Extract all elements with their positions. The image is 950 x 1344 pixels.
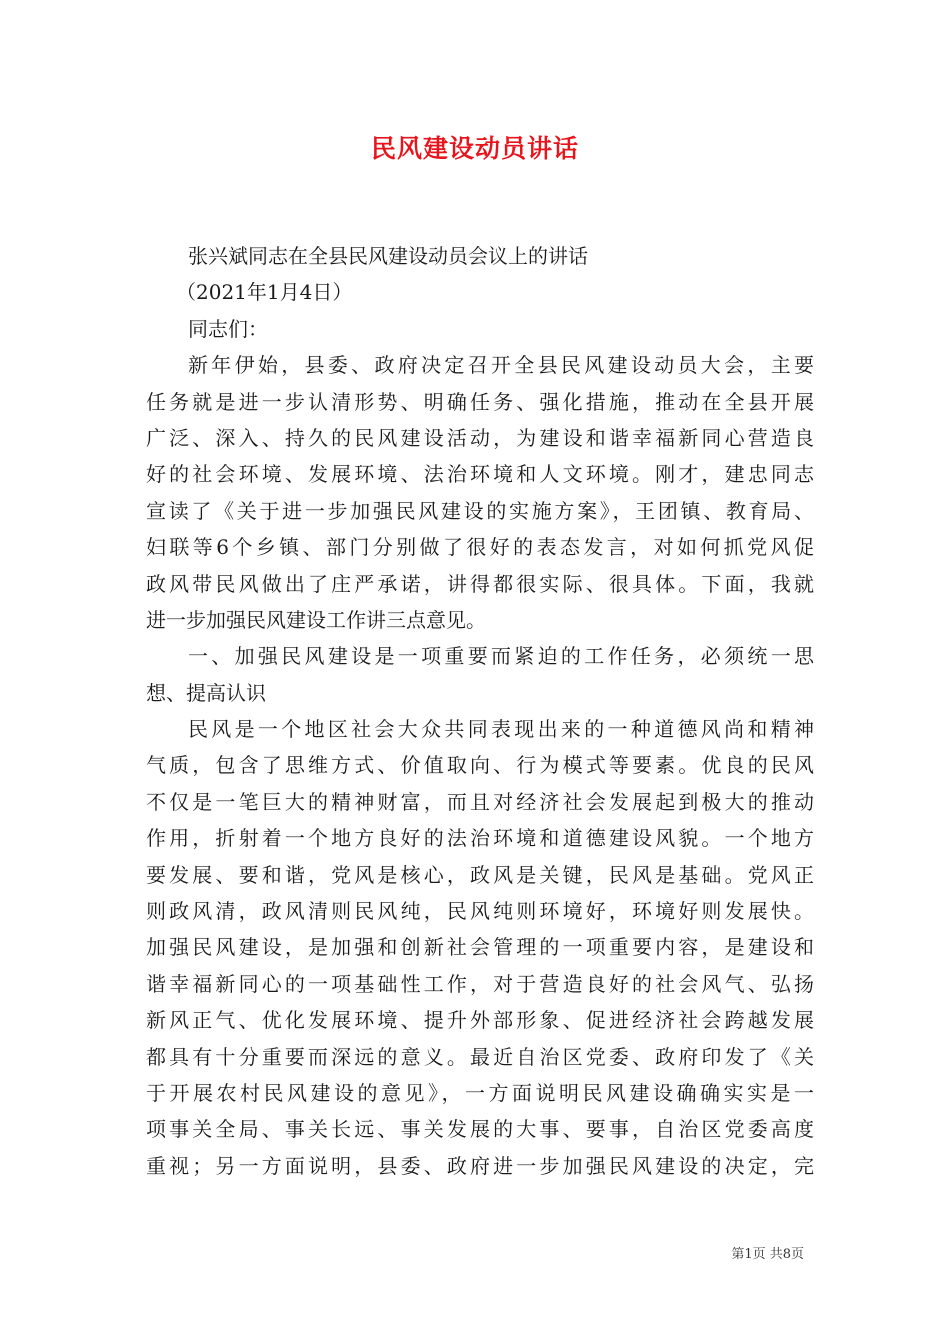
page-number: 第1页 共8页	[731, 1247, 804, 1262]
paragraph-line: 谐幸福新同心的一项基础性工作，对于营造良好的社会风气、弘扬	[146, 971, 814, 996]
paragraph-line: 政风带民风做出了庄严承诺，讲得都很实际、很具体。下面，我就	[146, 571, 814, 596]
paragraph-line: 重视；另一方面说明，县委、政府进一步加强民风建设的决定，完	[146, 1153, 814, 1178]
paragraph-line: 广泛、深入、持久的民风建设活动，为建设和谐幸福新同心营造良	[146, 425, 814, 450]
paragraph-line: 妇联等6个乡镇、部门分别做了很好的表态发言，对如何抓党风促	[146, 535, 814, 560]
paragraph-line: 则政风清，政风清则民风纯，民风纯则环境好，环境好则发展快。	[146, 899, 814, 924]
paragraph-line: 项事关全局、事关长远、事关发展的大事、要事，自治区党委高度	[146, 1117, 814, 1142]
section-heading-line: 一、加强民风建设是一项重要而紧迫的工作任务，必须统一思	[188, 644, 814, 669]
salutation: 同志们：	[188, 316, 268, 341]
speech-subtitle: 张兴斌同志在全县民风建设动员会议上的讲话	[188, 244, 588, 268]
paragraph-line: 民风是一个地区社会大众共同表现出来的一种道德风尚和精神	[188, 717, 814, 742]
paragraph-line: 都具有十分重要而深远的意义。最近自治区党委、政府印发了《关	[146, 1044, 814, 1069]
paragraph-line: 宣读了《关于进一步加强民风建设的实施方案》，王团镇、教育局、	[146, 498, 814, 523]
paragraph-line: 新年伊始，县委、政府决定召开全县民风建设动员大会，主要	[188, 353, 814, 378]
paragraph-line: 作用，折射着一个地方良好的法治环境和道德建设风貌。一个地方	[146, 826, 814, 851]
paragraph-line: 加强民风建设，是加强和创新社会管理的一项重要内容，是建设和	[146, 935, 814, 960]
document-body	[146, 238, 814, 1184]
page-title: 民风建设动员讲话	[370, 134, 579, 163]
paragraph-line: 好的社会环境、发展环境、法治环境和人文环境。刚才，建忠同志	[146, 462, 814, 487]
section-heading-line: 想、提高认识	[146, 680, 266, 705]
paragraph-line: 任务就是进一步认清形势、明确任务、强化措施，推动在全县开展	[146, 389, 814, 414]
paragraph-line: 于开展农村民风建设的意见》，一方面说明民风建设确确实实是一	[146, 1080, 814, 1105]
paragraph-line: 不仅是一笔巨大的精神财富，而且对经济社会发展起到极大的推动	[146, 789, 814, 814]
paragraph-line: 气质，包含了思维方式、价值取向、行为模式等要素。优良的民风	[146, 753, 814, 778]
speech-date: （2021年1月4日）	[176, 280, 353, 305]
paragraph-line: 要发展、要和谐，党风是核心，政风是关键，民风是基础。党风正	[146, 862, 814, 887]
paragraph-line: 进一步加强民风建设工作讲三点意见。	[146, 607, 486, 632]
paragraph-line: 新风正气、优化发展环境、提升外部形象、促进经济社会跨越发展	[146, 1008, 814, 1033]
